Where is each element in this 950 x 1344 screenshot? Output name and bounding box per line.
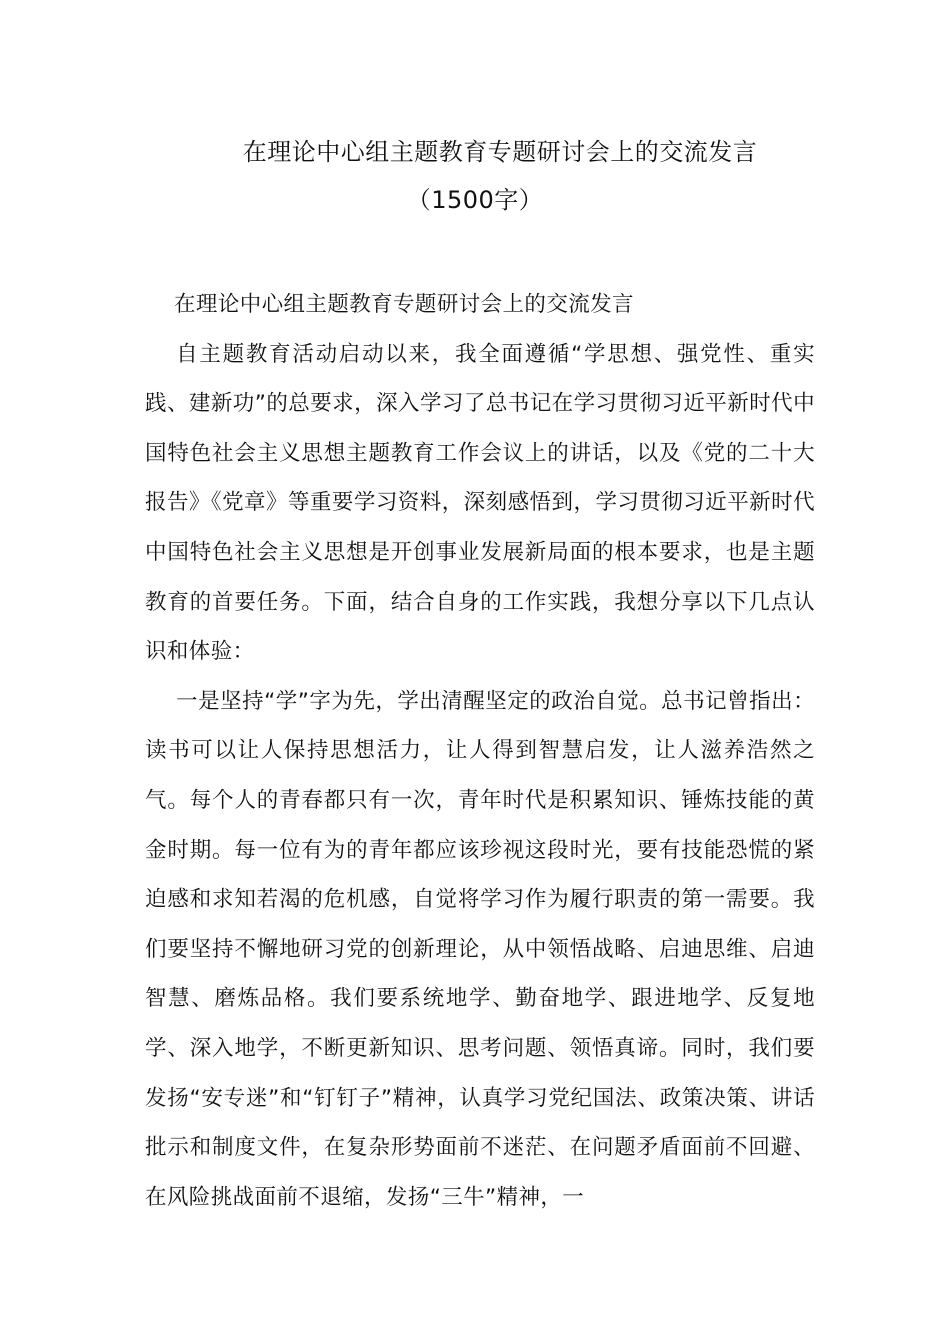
body-paragraph: 自主题教育活动启动以来，我全面遵循“学思想、强党性、重实践、建新功”的总要求，深入学习了总书记在学习贯彻习近平新时代中国特色社会主义思想主题教育工作会议上的讲话，以及《党的二十大报告》《党章》等重要学习资料，深刻感悟到，学习贯彻习近平新时代中国特色社会主义思想是开创事业发展新局面的根本要求，也是主题教育的首要任务。下面，结合自身的工作实践，我想分享以下几点认识和体验：	[145, 341, 815, 665]
body-paragraph-heading: 在理论中心组主题教育专题研讨会上的交流发言	[174, 292, 634, 317]
document-subtitle: （1500字）	[406, 186, 544, 214]
body-paragraph: 一是坚持“学”字为先，学出清醒坚定的政治自觉。总书记曾指出：读书可以让人保持思想活力，让人得到智慧启发，让人滋养浩然之气。每个人的青春都只有一次，青年时代是积累知识、锤炼技能的黄金时期。每一位有为的青年都应该珍视这段时光，要有技能恐慌的紧迫感和求知若渴的危机感，自觉将学习作为履行职责的第一需要。我们要坚持不懈地研习党的创新理论，从中领悟战略、启迪思维、启迪智慧、磨炼品格。我们要系统地学、勤奋地学、跟进地学、反复地学、深入地学，不断更新知识、思考问题、领悟真谛。同时，我们要发扬“安专迷”和“钉钉子”精神，认真学习党纪国法、政策决策、讲话批示和制度文件，在复杂形势面前不迷茫、在问题矛盾面前不回避、在风险挑战面前不退缩，发扬“三牛”精神，一	[145, 688, 815, 1210]
document-title: 在理论中心组主题教育专题研讨会上的交流发言	[242, 138, 758, 166]
document-body	[145, 280, 815, 1222]
